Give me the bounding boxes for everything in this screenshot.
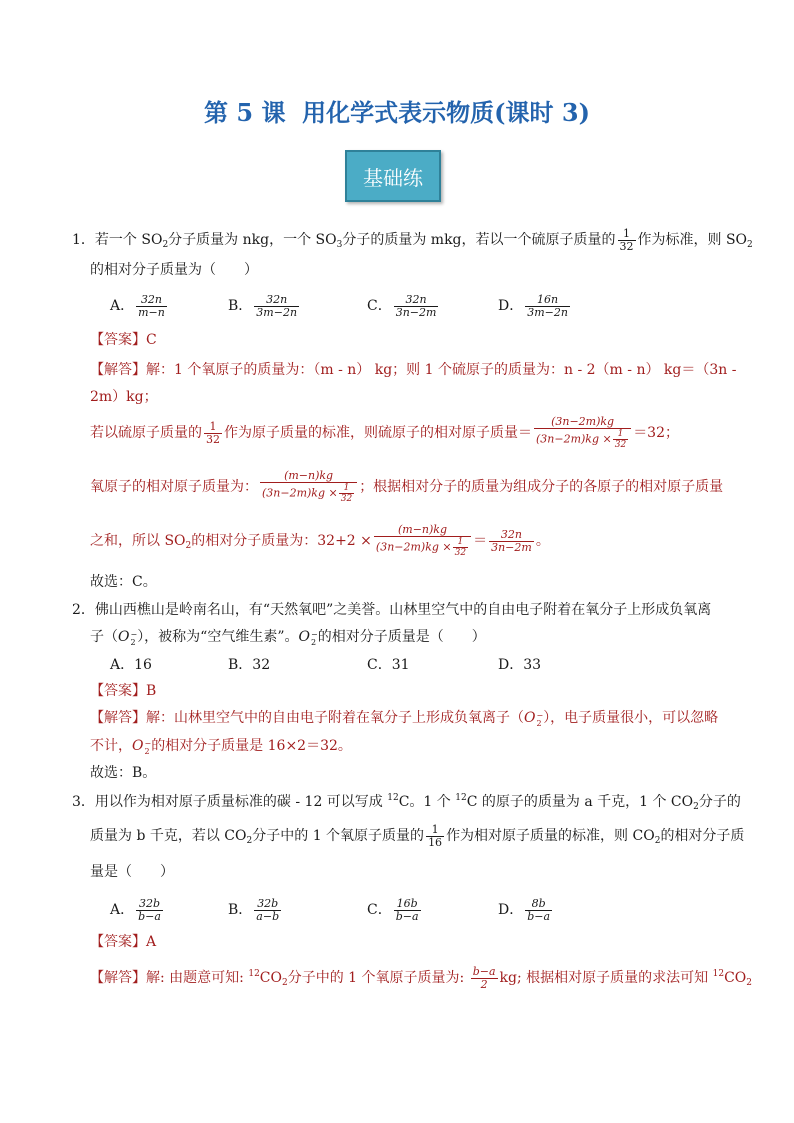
explanation-text: 之和，所以 SO [90, 533, 186, 549]
fraction-denominator: b−a [138, 909, 161, 923]
ion-symbol: O [298, 629, 310, 645]
stem-text: 1．若一个 SO [72, 232, 163, 248]
fraction [618, 228, 636, 253]
explanation-text: 。 [535, 533, 550, 549]
fraction-denominator: 16 [428, 835, 443, 849]
q1-stem-line-2: 的相对分子质量为（ ） [90, 262, 258, 278]
option-fraction [254, 294, 299, 319]
fraction-numerator: (m−n)kg [397, 523, 448, 536]
explanation-text: ），电子质量很小，可以忽略 [543, 710, 719, 726]
subscript: 2 [282, 978, 288, 988]
section-badge-label: 基础练 [363, 165, 423, 190]
fraction-numerator: b−a [472, 964, 496, 978]
fraction [453, 537, 468, 558]
fraction-denominator: 32 [206, 432, 220, 446]
fraction [204, 421, 222, 446]
ion-charge: − [144, 739, 152, 748]
fraction-numerator: (3n−2m)kg [551, 415, 615, 428]
stem-text: 质量为 b 千克，若以 CO [90, 828, 247, 844]
explanation-text: ＝32； [633, 425, 680, 441]
q2-stem-line-1: 2．佛山西樵山是岭南名山，有“天然氧吧”之美誉。山林里空气中的自由电子附着在氧分子上形成负氧离 [72, 602, 712, 618]
option-letter: A． [110, 902, 135, 918]
subscript: 2 [536, 719, 542, 728]
subscript: 2 [246, 836, 253, 846]
q3-stem-line-3: 量是（ ） [90, 864, 174, 880]
ion-charge: − [536, 711, 544, 720]
q1-explanation-line-5 [90, 521, 550, 561]
fraction-numerator: 1 [343, 483, 350, 493]
stem-text: C。1 个 [398, 794, 456, 810]
fraction-numerator: 32n [405, 292, 427, 306]
subscript: 2 [693, 802, 699, 812]
option-letter: C． [367, 298, 392, 314]
superoxide-ion [524, 710, 543, 726]
subscript: 2 [185, 541, 192, 551]
explanation-text: 若以硫原子质量的 [90, 425, 202, 441]
q3-options [0, 896, 794, 924]
stem-text: 的相对分子质量是（ ） [317, 629, 486, 645]
fraction-denominator: b−a [395, 909, 419, 923]
explanation-text: kg; 根据相对原子质量的求法可知 [499, 970, 713, 986]
q3-stem-line-1 [72, 792, 741, 812]
fraction-denominator: 2 [471, 978, 498, 991]
fraction [339, 483, 354, 504]
superscript: 12 [712, 969, 725, 979]
option-letter: B． [228, 298, 253, 314]
option-letter: A． [110, 298, 135, 314]
option-b [228, 896, 283, 924]
explanation-text: 作为原子质量的标准，则硫原子的相对原子质量＝ [224, 425, 532, 441]
option-c [367, 896, 423, 924]
denominator-text: (3n−2m)kg × [375, 540, 452, 554]
explanation-text: 氧原子的相对原子质量为： [90, 479, 258, 495]
fraction-denominator: 32 [454, 548, 467, 558]
fraction [613, 429, 628, 450]
option-fraction [525, 294, 570, 319]
q2-options [0, 655, 794, 683]
q1-explanation-line-2: 2m）kg； [90, 389, 158, 405]
denominator-text: (3n−2m)kg × [536, 432, 612, 446]
option-d [498, 292, 572, 320]
option-letter: D． [498, 902, 524, 918]
fraction-numerator: 1 [457, 537, 464, 547]
stem-text: 分子中的 1 个氧原子质量的 [252, 828, 425, 844]
option-fraction [136, 294, 167, 319]
explanation-text: 【解答】解：山林里空气中的自由电子附着在氧分子上形成负氧离子（ [90, 710, 524, 726]
option-c: C．31 [367, 657, 410, 673]
q1-answer: 【答案】C [90, 332, 157, 348]
formula-text: CO [724, 970, 747, 986]
ion-charge: − [130, 630, 138, 639]
q2-conclusion: 故选：B。 [90, 765, 157, 781]
stem-text: 分子的质量为 mkg，若以一个硫原子质量的 [342, 232, 616, 248]
superoxide-ion [132, 738, 151, 754]
fraction-denominator [260, 482, 357, 504]
fraction-numerator: 1 [617, 429, 624, 439]
fraction-denominator [534, 428, 631, 450]
subscript: 2 [162, 240, 169, 250]
option-letter: D． [498, 298, 524, 314]
fraction-numerator: 32b [139, 896, 161, 910]
ion-symbol: O [118, 629, 130, 645]
subscript: 2 [746, 978, 752, 988]
option-fraction [394, 294, 439, 319]
fraction-denominator: a−b [256, 909, 280, 923]
q1-conclusion: 故选：C。 [90, 574, 157, 590]
option-d: D．33 [498, 657, 542, 673]
q2-explanation-line-1 [90, 708, 718, 728]
superscript: 12 [387, 793, 399, 803]
fraction-denominator: 3m−2n [527, 305, 568, 319]
superscript: 12 [455, 793, 467, 803]
option-fraction [254, 898, 281, 923]
q3-stem-line-2 [90, 822, 744, 850]
option-fraction [394, 898, 421, 923]
section-badge [345, 150, 441, 202]
fraction-denominator: 3m−2n [256, 305, 298, 319]
fraction-numerator: 1 [431, 822, 439, 836]
fraction [489, 529, 534, 554]
fraction-denominator [374, 536, 471, 558]
fraction [534, 416, 631, 450]
explanation-text: 的相对分子质量是 16×2＝32。 [151, 738, 352, 754]
fraction-numerator: 1 [623, 226, 631, 240]
superoxide-ion [118, 629, 137, 645]
fraction-denominator: 32 [614, 440, 627, 450]
q1-explanation-line-4 [90, 467, 723, 507]
option-a [110, 896, 165, 924]
q1-explanation-line-1: 【解答】解：1 个氧原子的质量为：（m - n） kg；则 1 个硫原子的质量为：n - 2（m - n） kg＝（3n - [90, 362, 737, 378]
q1-stem-line-1 [72, 226, 753, 254]
fraction-numerator: 16b [396, 896, 418, 910]
option-a [110, 292, 169, 320]
option-fraction [136, 898, 163, 923]
stem-text: ），被称为“空气维生素”。 [137, 629, 299, 645]
fraction-denominator: m−n [138, 305, 165, 319]
option-b: B．32 [228, 657, 271, 673]
fraction-numerator: 32b [257, 896, 279, 910]
subscript: 2 [654, 836, 661, 846]
fraction-numerator: 32n [140, 292, 163, 306]
denominator-text: (3n−2m)kg × [262, 486, 338, 500]
option-fraction [525, 898, 552, 923]
ion-charge: − [311, 630, 318, 639]
fraction [374, 524, 471, 558]
q1-explanation-line-3 [90, 413, 679, 453]
fraction-numerator: (m−n)kg [284, 469, 334, 482]
superoxide-ion [299, 629, 318, 645]
explanation-text: 不计， [90, 738, 132, 754]
fraction-numerator: 8b [531, 896, 546, 910]
stem-text: 分子质量为 nkg，一个 SO [168, 232, 337, 248]
fraction-denominator: 32 [619, 239, 634, 253]
fraction [260, 470, 357, 504]
subscript: 3 [336, 240, 343, 250]
q2-stem-line-2 [90, 627, 486, 647]
subscript: 2 [130, 638, 136, 647]
q1-options [0, 292, 794, 320]
stem-text: C 的原子的质量为 a 千克，1 个 CO [466, 794, 694, 810]
option-letter: B． [228, 902, 253, 918]
fraction-numerator: 1 [209, 419, 217, 433]
explanation-text: ＝ [473, 533, 488, 549]
q2-explanation-line-2 [90, 736, 352, 756]
option-d [498, 896, 554, 924]
q2-answer: 【答案】B [90, 683, 157, 699]
ion-scripts [311, 631, 318, 647]
stem-text: 作为相对原子质量的标准，则 CO [446, 828, 655, 844]
ion-symbol: O [524, 710, 536, 726]
fraction-numerator: 32n [266, 292, 288, 306]
fraction-numerator: 16n [537, 292, 559, 306]
fraction-denominator: b−a [527, 909, 551, 923]
ion-symbol: O [132, 738, 144, 754]
q3-explanation-line-1 [90, 964, 752, 992]
stem-text: 子（ [90, 629, 118, 645]
formula-text: CO [259, 970, 282, 986]
fraction-numerator: 32n [500, 527, 522, 541]
explanation-text: 的相对分子质量为：32+2 × [191, 533, 372, 549]
fraction-denominator: 32 [340, 494, 353, 504]
fraction-denominator: 3n−2m [491, 540, 532, 554]
subscript: 2 [144, 747, 150, 756]
option-letter: C． [367, 902, 392, 918]
option-c [367, 292, 440, 320]
option-a: A．16 [110, 657, 152, 673]
stem-text: 分子的 [698, 794, 741, 810]
stem-text: 3．用以作为相对原子质量标准的碳 - 12 可以写成 [72, 794, 388, 810]
stem-text: 的相对分子质 [660, 828, 745, 844]
subscript: 2 [747, 240, 753, 250]
explanation-text: 【解答】解: 由题意可知: [90, 970, 249, 986]
fraction-denominator: 3n−2m [395, 305, 437, 319]
fraction [471, 966, 498, 991]
q3-answer: 【答案】A [90, 934, 157, 950]
superscript: 12 [248, 969, 260, 979]
stem-text: 作为标准，则 SO [637, 232, 748, 248]
option-b [228, 292, 301, 320]
page-title: 第 5 课 用化学式表示物质(课时 3) [204, 98, 590, 127]
fraction [426, 824, 444, 849]
explanation-text: 分子中的 1 个氧原子质量为: [287, 970, 469, 986]
explanation-text: ；根据相对分子的质量为组成分子的各原子的相对原子质量 [359, 479, 724, 495]
subscript: 2 [311, 638, 317, 647]
